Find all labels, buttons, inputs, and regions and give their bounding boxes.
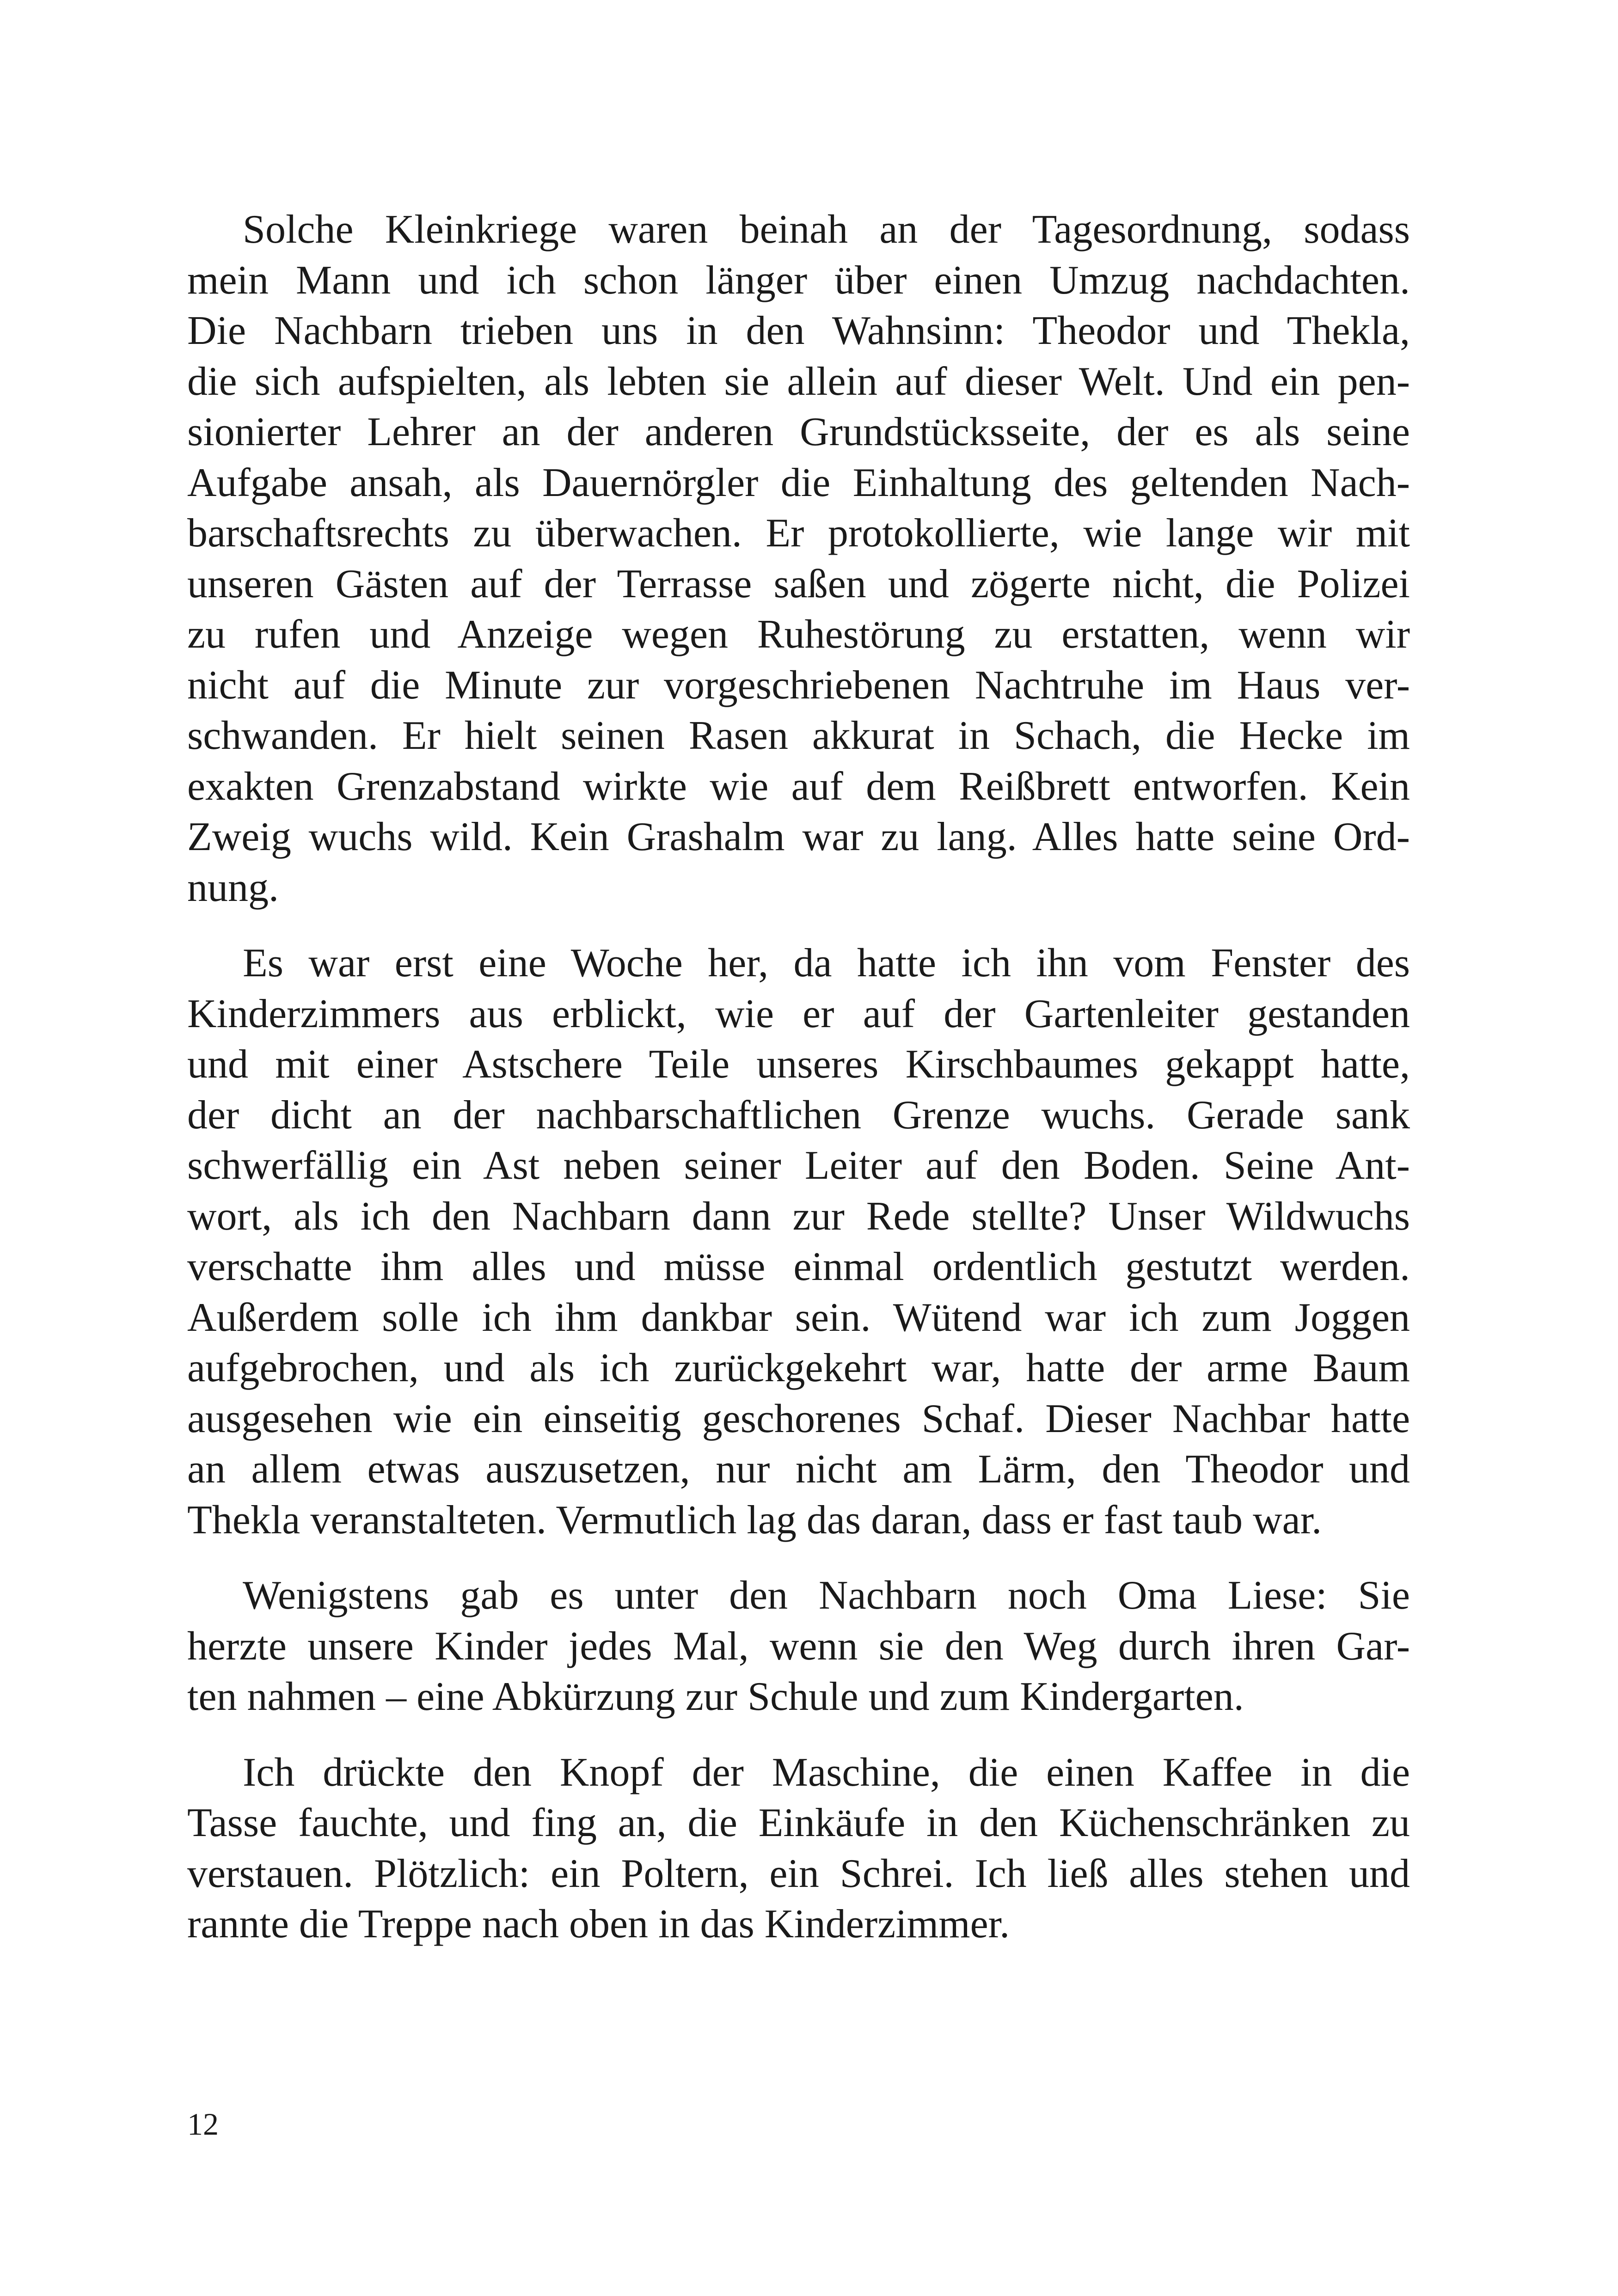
text-line: herzte unsere Kinder jedes Mal, wenn sie den Weg durch ihren Gar- [187,1623,1410,1669]
text-line: verstauen. Plötzlich: ein Poltern, ein Schrei. Ich ließ alles stehen und [187,1851,1410,1896]
text-line: Es war erst eine Woche her, da hatte ich ihn vom Fenster des [243,941,1410,986]
text-line: ten nahmen – eine Abkürzung zur Schule und zum Kindergarten. [187,1674,1244,1719]
text-line: unseren Gästen auf der Terrasse saßen und zögerte nicht, die Polizei [187,561,1410,606]
text-line: Wenigstens gab es unter den Nachbarn noch Oma Liese: Sie [243,1573,1410,1618]
text-line: Ich drückte den Knopf der Maschine, die einen Kaffee in die [243,1750,1410,1795]
text-line: exakten Grenzabstand wirkte wie auf dem Reißbrett entworfen. Kein [187,764,1410,809]
text-line: Die Nachbarn trieben uns in den Wahnsinn: Theodor und Thekla, [187,308,1410,353]
text-line: zu rufen und Anzeige wegen Ruhestörung zu erstatten, wenn wir [187,612,1410,657]
text-line: schwerfällig ein Ast neben seiner Leiter auf den Boden. Seine Ant- [187,1143,1410,1188]
paragraph-4 [187,1747,1410,1950]
text-line: und mit einer Astschere Teile unseres Kirschbaumes gekappt hatte, [187,1042,1410,1087]
text-line: Kinderzimmers aus erblickt, wie er auf der Gartenleiter gestanden [187,991,1410,1036]
text-line: schwanden. Er hielt seinen Rasen akkurat in Schach, die Hecke im [187,713,1410,758]
text-line: Zweig wuchs wild. Kein Grashalm war zu lang. Alles hatte seine Ord- [187,814,1410,859]
page-number: 12 [187,2106,219,2142]
text-line: ausgesehen wie ein einseitig geschorenes Schaf. Dieser Nachbar hatte [187,1396,1410,1441]
paragraph-1 [187,204,1410,913]
text-line: Solche Kleinkriege waren beinah an der Tagesordnung, sodass [243,207,1410,252]
text-line: sionierter Lehrer an der anderen Grundstücksseite, der es als seine [187,410,1410,454]
text-line: barschaftsrechts zu überwachen. Er protokollierte, wie lange wir mit [187,511,1410,556]
text-line: Thekla veranstalteten. Vermutlich lag das daran, dass er fast taub war. [187,1497,1322,1543]
text-line: nicht auf die Minute zur vorgeschriebenen Nachtruhe im Haus ver- [187,662,1410,708]
text-line: wort, als ich den Nachbarn dann zur Rede stellte? Unser Wildwuchs [187,1194,1410,1239]
text-line: die sich aufspielten, als lebten sie allein auf dieser Welt. Und ein pen- [187,359,1410,404]
text-line: rannte die Treppe nach oben in das Kinderzimmer. [187,1902,1010,1947]
text-line: mein Mann und ich schon länger über einen Umzug nachdachten. [187,257,1410,303]
text-line: Tasse fauchte, und fing an, die Einkäufe in den Küchenschränken zu [187,1800,1410,1845]
text-line: Aufgabe ansah, als Dauernörgler die Einhaltung des geltenden Nach- [187,460,1410,505]
text-line: nung. [187,865,279,910]
text-line: an allem etwas auszusetzen, nur nicht am Lärm, den Theodor und [187,1447,1410,1492]
paragraph-2 [187,938,1410,1545]
text-line: verschatte ihm alles und müsse einmal ordentlich gestutzt werden. [187,1244,1410,1289]
body-text [187,204,1410,1975]
text-line: der dicht an der nachbarschaftlichen Grenze wuchs. Gerade sank [187,1092,1410,1138]
text-line: aufgebrochen, und als ich zurückgekehrt war, hatte der arme Baum [187,1346,1410,1390]
text-line: Außerdem solle ich ihm dankbar sein. Wütend war ich zum Joggen [187,1295,1410,1340]
paragraph-3 [187,1570,1410,1722]
